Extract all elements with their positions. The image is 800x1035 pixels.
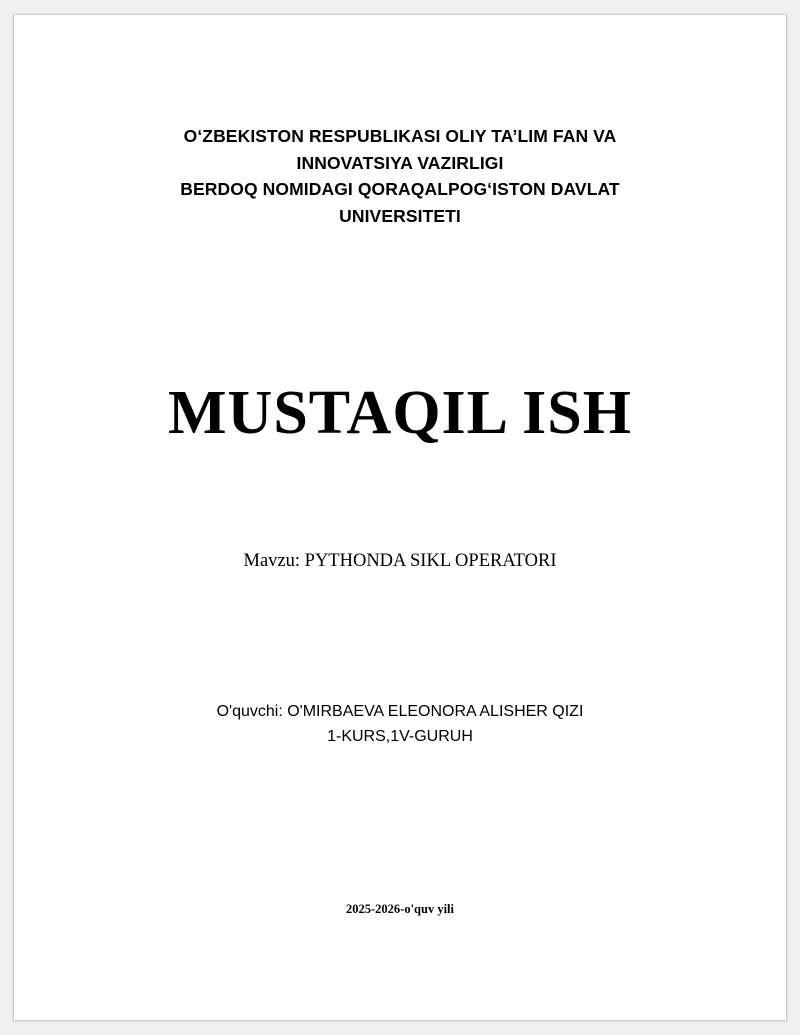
document-page (13, 14, 787, 1021)
institution-header-line-1: O‘ZBEKISTON RESPUBLIKASI OLIY TA’LIM FAN VA (183, 126, 617, 146)
document-subject: Mavzu: PYTHONDA SIKL OPERATORI (243, 551, 557, 572)
author-block (92, 700, 708, 750)
author-group-line: 1-KURS,1V-GURUH (327, 728, 473, 746)
academic-year: 2025-2026-o'quv yili (346, 902, 454, 917)
institution-header-line-2: INNOVATSIYA VAZIRLIGI (296, 152, 504, 173)
author-name-line: O'quvchi: O'MIRBAEVA ELEONORA ALISHER QIZI (216, 703, 584, 721)
institution-header (92, 123, 708, 229)
page-content (92, 15, 708, 1020)
institution-header-line-3: BERDOQ NOMIDAGI QORAQALPOG‘ISTON DAVLAT (180, 179, 620, 200)
document-title: MUSTAQIL ISH (168, 379, 632, 448)
institution-header-line-4: UNIVERSITETI (339, 205, 461, 226)
